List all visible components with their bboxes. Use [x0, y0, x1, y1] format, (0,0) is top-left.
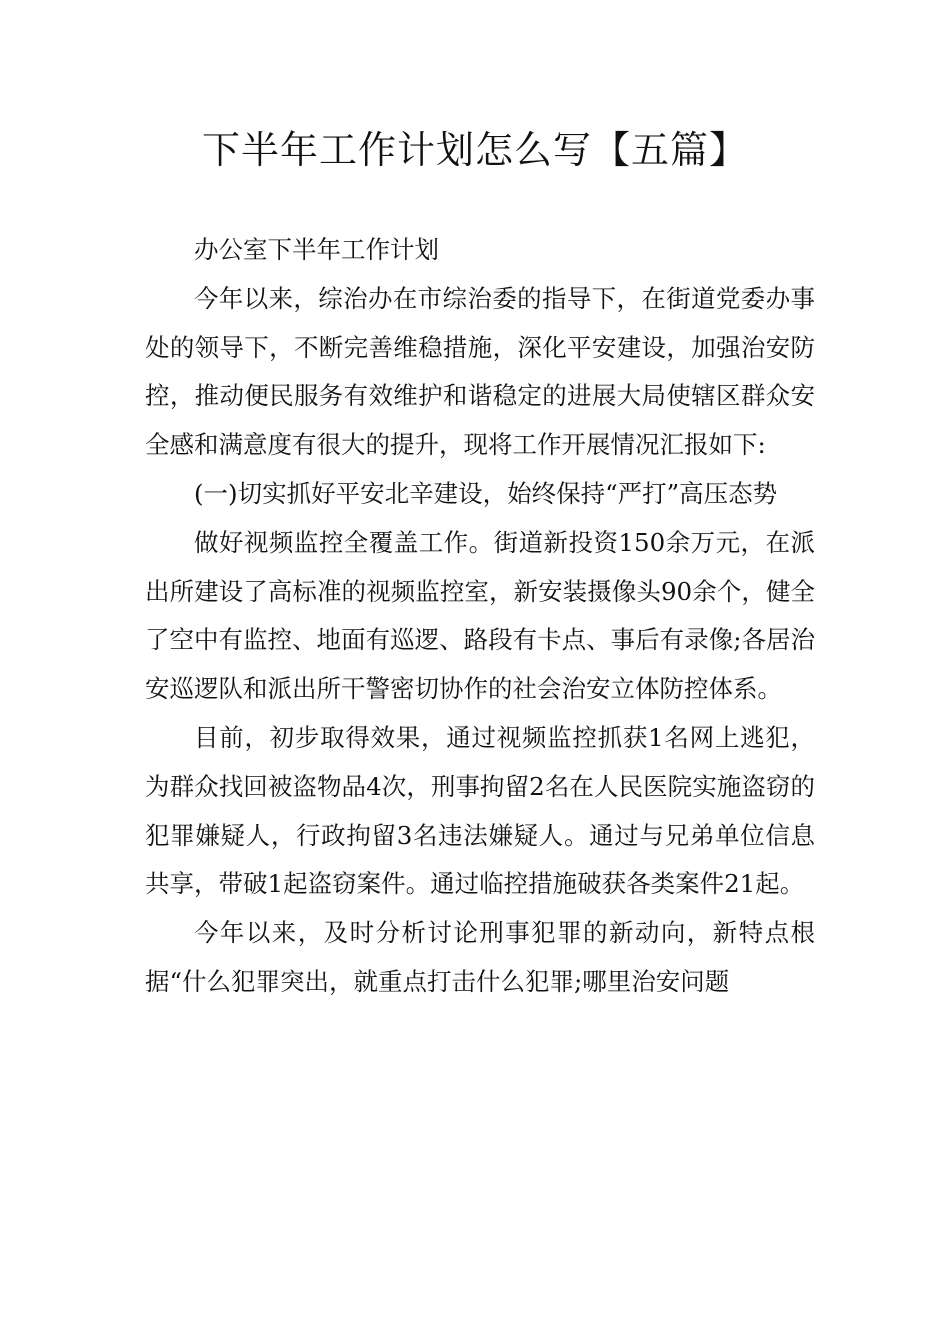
paragraph-heading: 办公室下半年工作计划 [194, 235, 439, 264]
document-title: 下半年工作计划怎么写【五篇】 [201, 128, 748, 172]
document-body [145, 226, 815, 1007]
paragraph: 今年以来，综治办在市综治委的指导下，在街道党委办事处的领导下，不断完善维稳措施，深化平安建设，加强治安防控，推动便民服务有效维护和谐稳定的进展大局使辖区群众安全感和满意度有很大的提升，现将工作开展情况汇报如下: [145, 283, 815, 460]
paragraph: 今年以来，及时分析讨论刑事犯罪的新动向，新特点根据“什么犯罪突出，就重点打击什么犯罪;哪里治安问题 [145, 918, 815, 996]
paragraph-section-heading: (一)切实抓好平安北辛建设，始终保持“严打”高压态势 [194, 478, 778, 508]
paragraph: 目前，初步取得效果，通过视频监控抓获1名网上逃犯，为群众找回被盗物品4次，刑事拘留2名在人民医院实施盗窃的犯罪嫌疑人，行政拘留3名违法嫌疑人。通过与兄弟单位信息共享，带破1起盗窃案件。通过临控措施破获各类案件21起。 [145, 722, 815, 899]
paragraph: 做好视频监控全覆盖工作。街道新投资150余万元，在派出所建设了高标准的视频监控室，新安装摄像头90余个，健全了空中有监控、地面有巡逻、路段有卡点、事后有录像;各居治安巡逻队和派出所干警密切协作的社会治安立体防控体系。 [145, 527, 815, 704]
